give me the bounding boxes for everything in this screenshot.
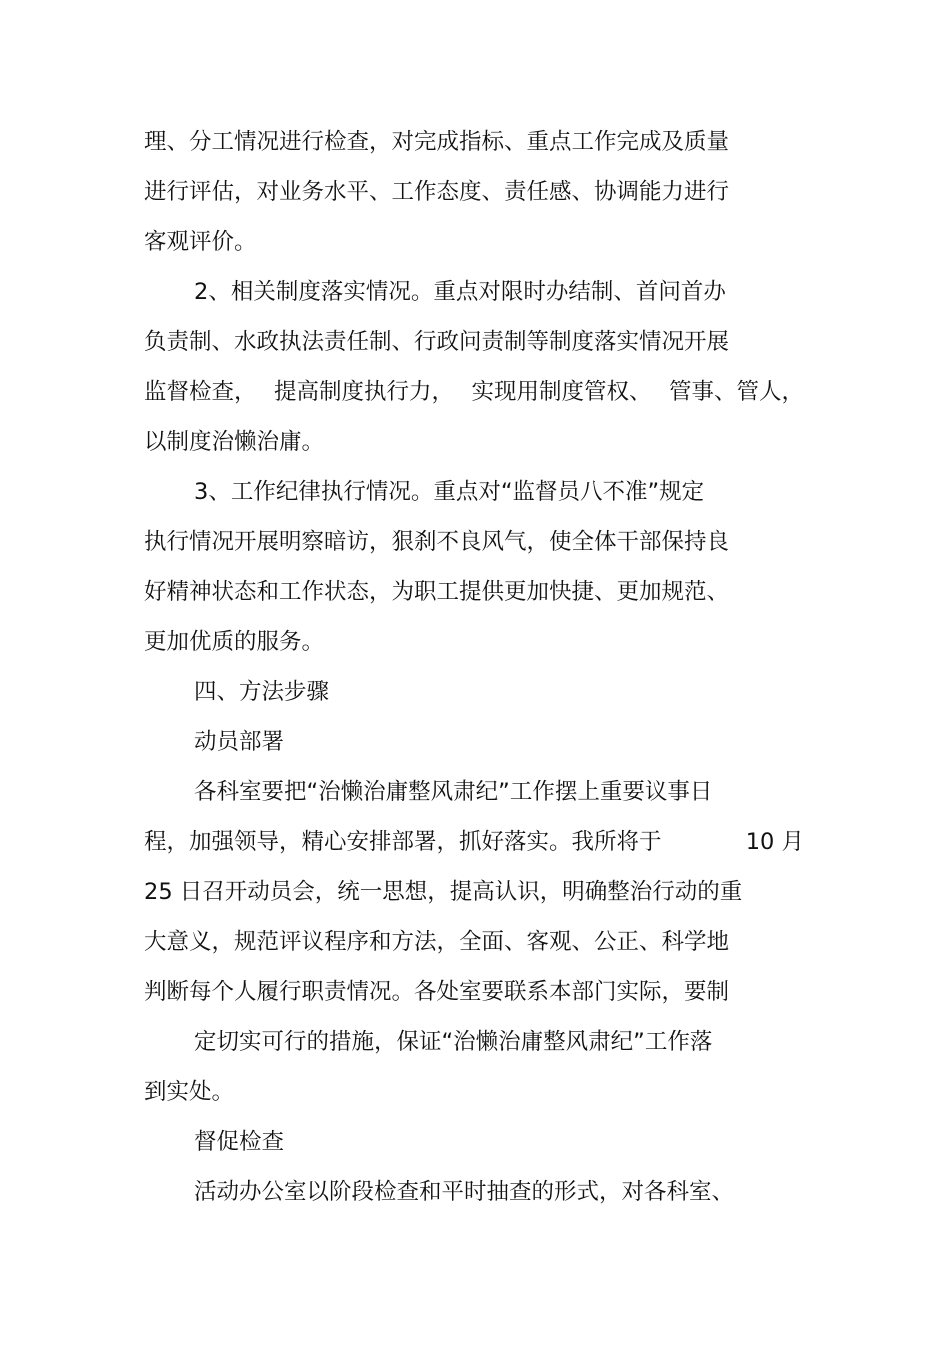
text-line: 3、工作纪律执行情况。重点对“监督员八不准”规定 <box>194 479 705 505</box>
text-line: 到实处。 <box>144 1079 235 1105</box>
text-line: 执行情况开展明察暗访，狠刹不良风气，使全体干部保持良 <box>144 529 730 555</box>
text-line: 判断每个人履行职责情况。各处室要联系本部门实际，要制 <box>144 979 730 1005</box>
text-segment: 监督检查， <box>144 379 257 405</box>
text-segment: 10 月 <box>745 829 804 855</box>
text-line <box>144 376 804 408</box>
subsection-heading: 动员部署 <box>194 729 285 755</box>
text-segment: 实现用制度管权、 <box>471 379 652 405</box>
text-line: 定切实可行的措施，保证“治懒治庸整风肃纪”工作落 <box>194 1029 713 1055</box>
text-line: 客观评价。 <box>144 229 257 255</box>
text-line: 各科室要把“治懒治庸整风肃纪”工作摆上重要议事日 <box>194 779 713 805</box>
text-line: 更加优质的服务。 <box>144 629 325 655</box>
text-line: 好精神状态和工作状态，为职工提供更加快捷、更加规范、 <box>144 579 730 605</box>
text-segment: 管事、管人， <box>668 379 804 405</box>
text-line: 大意义，规范评议程序和方法，全面、客观、公正、科学地 <box>144 929 730 955</box>
text-line: 2、相关制度落实情况。重点对限时办结制、首问首办 <box>194 279 726 305</box>
text-line: 活动办公室以阶段检查和平时抽查的形式，对各科室、 <box>194 1179 735 1205</box>
section-heading: 四、方法步骤 <box>194 679 330 705</box>
text-segment: 程，加强领导，精心安排部署，抓好落实。我所将于 <box>144 829 662 855</box>
text-line: 负责制、水政执法责任制、行政问责制等制度落实情况开展 <box>144 329 730 355</box>
text-line: 25 日召开动员会，统一思想，提高认识，明确整治行动的重 <box>144 879 743 905</box>
text-line <box>144 826 804 858</box>
text-line: 进行评估，对业务水平、工作态度、责任感、协调能力进行 <box>144 179 730 205</box>
subsection-heading: 督促检查 <box>194 1129 285 1155</box>
text-segment: 提高制度执行力， <box>273 379 454 405</box>
text-line: 以制度治懒治庸。 <box>144 429 325 455</box>
text-line: 理、分工情况进行检查，对完成指标、重点工作完成及质量 <box>144 129 730 155</box>
